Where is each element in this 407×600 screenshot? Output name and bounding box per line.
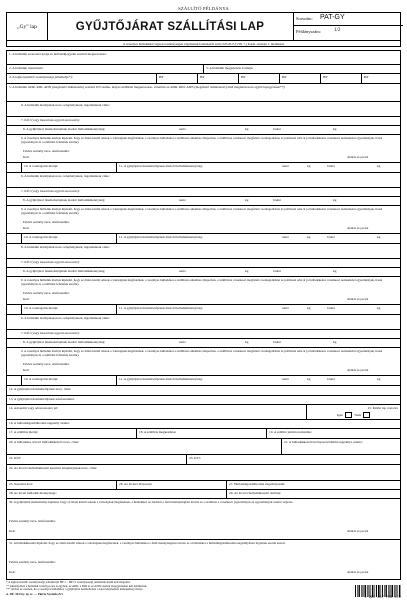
field-20[interactable]: 20. A hulladékot átvevő hulladékkezelő neve, címe: [7, 439, 282, 454]
block4-field-9: 9. A veszélyes hulladék átadója kijelenti, hogy az általa közölt adatok a valóságnak megfelelnek, a veszélyes hulladékot a szállításra alkalmas állapotban, a szállításra vonatkozó megfelelő csomagolásban és jelöléssel adta át (a hulladékokra vonatkozó nemzetközi egyezmények, hazai jogszabályok és a szállítási feltételek szerint). Felelős személy neve, telefonszáma: Kelt: Aláírás és pecsét [7, 348, 400, 376]
legal-note: A veszélyes hulladékkal végzett tevékenységek végzésének feltételeiről szóló 225/2015 (VIII. 7.) Korm. rendelet 1. melléklete [6, 41, 401, 47]
block1-field-6[interactable]: 6. A hulladék átadójának neve, telephelyének, ingatlanának címe: [7, 102, 400, 117]
form-header [6, 12, 401, 41]
field-3[interactable]: 3. A hulladék megjelenési formája: [206, 66, 254, 70]
form-title: GYŰJTŐJÁRAT SZÁLLÍTÁSI LAP [75, 20, 265, 33]
field-1[interactable]: 1. A hulladék azonosító kódja és hulladékjegyzék szerinti megnevezése: [7, 51, 400, 65]
field-25-27 [7, 481, 400, 490]
field-22-23 [7, 455, 400, 465]
block1-field-7[interactable]: 7. KÜJ (vagy hasonlóan egyedi azonosító): [7, 117, 400, 126]
block2-field-8: 8. A gyűjtőjárat üzemeltetőjének átadott hulladékmennyiség: nettó kg bruttó kg [7, 197, 400, 206]
field-19[interactable]: 19. A szállító jármű rendszáma: [269, 430, 312, 434]
field-18[interactable]: 18. A szállítás megkezdése: [137, 429, 267, 438]
field-13[interactable]: 13. A gyűjtőjárat üzemeltetőjének telefonszáma: [7, 396, 400, 405]
field-26[interactable]: 26. Az átvétel időpontja: [117, 481, 227, 489]
block1-field-8: 8. A gyűjtőjárat üzemeltetőjének átadott hulladékmennyiség: nettó kg bruttó kg [7, 126, 400, 135]
field-14-15 [7, 405, 400, 420]
field-5[interactable]: 5. A hulladék ADR, RID, ADN (megfelelő aláhúzandó) szerinti UN száma, helyes szállítási megnevezése, valamint az ADR, RID, ADN (megfelelő aláhúzandó) által meghatározott egyéb bejegyzések**): [7, 84, 400, 102]
field-23[interactable]: 23. KTJ: [189, 456, 201, 460]
block1-field-9: 9. A veszélyes hulladék átadója kijelenti, hogy az általa közölt adatok a valóságnak megfelelnek, a veszélyes hulladékot a szállításra alkalmas állapotban, a szállításra vonatkozó megfelelő csomagolásban és jelöléssel adta át (a hulladékokra vonatkozó nemzetközi egyezmények, hazai jogszabályok és a szállítási feltételek szerint). Felelős személy neve, telefonszáma: Kelt: Aláírás és pecsét [7, 135, 400, 163]
field-12[interactable]: 12. A gyűjtőjárat üzemeltetőjének neve, címe: [7, 386, 400, 396]
serial-box [293, 13, 403, 40]
field-17[interactable]: 17. A szállítás módja: [7, 429, 137, 438]
field-17-19 [7, 429, 400, 439]
block4-field-6[interactable]: 6. A hulladék átadójának neve, telephelyének, ingatlanának címe: [7, 315, 400, 330]
footnotes: * A legkorszerűbb veszélyességi jellemzőjét HP 1 – HP 15 veszélyességi jellemzők közül kell megadni. ** Amennyiben a hulladék veszélyes áru is egyben, az ADR, a RID és az ADN szerinti bejegyzéseket kell feltüntetni. *** Abban az esetben, ha a veszélyes hulladékot a gyűjtőjárat üzemeltetője a saját telephelyén átmenetileg tárolja. A. DE. 501/Gy. új. n.: — Pátria Nyomda Zrt. [6, 581, 401, 596]
serial-value[interactable]: PAT-GY [320, 14, 345, 21]
block4-field-7[interactable]: 7. KÜJ (vagy hasonlóan egyedi azonosító): [7, 330, 400, 339]
block4-field-8: 8. A gyűjtőjárat üzemeltetőjének átadott hulladékmennyiség: nettó kg bruttó kg [7, 339, 400, 348]
field-14[interactable]: 14. Adószám vagy adóazonosító jel: [7, 405, 307, 419]
field-28[interactable]: 28. Az átvett hulladék mennyisége: [7, 490, 227, 498]
block2-field-7[interactable]: 7. KÜJ (vagy hasonlóan egyedi azonosító): [7, 188, 400, 197]
hp-5[interactable]: HP [321, 74, 362, 83]
field-25[interactable]: 25. Kezelési kód: [7, 481, 117, 489]
copy-count-value: 1/2 [334, 28, 341, 33]
field-4 [7, 74, 400, 84]
field-27[interactable]: 27. Hulladékgazdálkodási engedélyszám: [229, 482, 286, 486]
field-28-29 [7, 490, 400, 499]
block2-field-6[interactable]: 6. A hulladék átadójának neve, telephelyének, ingatlanának címe: [7, 173, 400, 188]
block1-field-10-11: 10. A csomagolás módja: 11. A gyűjtőjárat üzemeltetőjének átadott hulladékmennyiség: nettó kg bruttó kg [7, 163, 400, 173]
field-2[interactable]: 2. A hulladék összetétele: [7, 65, 204, 73]
block3-field-7[interactable]: 7. KÜJ (vagy hasonlóan egyedi azonosító): [7, 259, 400, 268]
field-15: 15. Külön lap csatolva Igen Nem [336, 406, 398, 417]
copy-count-label: Példányszám: [296, 29, 321, 34]
form-code: A. DE. 501/Gy. új. n.: — Pátria Nyomda Zrt. [6, 591, 64, 596]
block3-field-10-11: 10. A csomagolás módja: 11. A gyűjtőjárat üzemeltetőjének átadott hulladékmennyiség: nettó kg bruttó kg [7, 305, 400, 315]
field-29[interactable]: 29. Az átvevő hulladékkezelő aláírása: [229, 491, 282, 495]
attachment-yes-checkbox[interactable] [345, 412, 352, 418]
barcode-number: 5 990 287 728 472 [364, 596, 401, 600]
hp-2[interactable]: HP [198, 74, 239, 83]
block3-field-6[interactable]: 6. A hulladék átadójának neve, telephelyének, ingatlanának címe: [7, 244, 400, 259]
field-31: 31. A hulladékkezelő kijelenti, hogy az általa közölt adatok a valóságnak megfelelnek, a veszélyes hulladékot a fenti mennyiségben átvette és a hulladékot a hulladékgazdálkodási engedélyében foglaltak szerint kezeli. Felelős személy neve, telefonszáma: Kelt: Aláírás és pecsét [9, 541, 369, 574]
hp-4[interactable]: HP [280, 74, 321, 83]
lap-label: „Gy” lap [7, 13, 48, 40]
hp-1[interactable]: HP [157, 74, 198, 83]
block3-field-9: 9. A veszélyes hulladék átadója kijelenti, hogy az általa közölt adatok a valóságnak megfelelnek, a veszélyes hulladékot a szállításra alkalmas állapotban, a szállításra vonatkozó megfelelő csomagolásban és jelöléssel adta át (a hulladékokra vonatkozó nemzetközi egyezmények, hazai jogszabályok és a szállítási feltételek szerint). Felelős személy neve, telefonszáma: Kelt: Aláírás és pecsét [7, 277, 400, 305]
field-16[interactable]: 16. A hulladékgazdálkodási engedély száma: [7, 420, 400, 429]
field-22[interactable]: 22. KÜJ: [7, 455, 187, 464]
block2-field-10-11: 10. A csomagolás módja: 11. A gyűjtőjárat üzemeltetőjének átadott hulladékmennyiség: nettó kg bruttó kg [7, 234, 400, 244]
block2-field-9: 9. A veszélyes hulladék átadója kijelenti, hogy az általa közölt adatok a valóságnak megfelelnek, a veszélyes hulladékot a szállításra alkalmas állapotban, a szállításra vonatkozó megfelelő csomagolásban és jelöléssel adta át (a hulladékokra vonatkozó nemzetközi egyezmények, hazai jogszabályok és a szállítási feltételek szerint). Felelős személy neve, telefonszáma: Kelt: Aláírás és pecsét [7, 206, 400, 234]
field-2-3 [7, 65, 400, 74]
serial-label: Sorszám: [296, 16, 313, 21]
field-30: 30. A gyűjtőjárat üzemeltetője kijelenti, hogy az általa közölt adatok a valóságnak megfelelnek, a hulladékot az átadótól a fenti mennyiségben átvette és a szállítást a vonatkozó jogszabályok és egyezmények szerint végezte. Felelős személy neve, telefonszáma: Kelt: Aláírás és pecsét [7, 499, 400, 540]
field-21[interactable]: 21. A hulladékkezelő környezetvédelmi engedélye száma: [284, 440, 363, 444]
form-body [6, 50, 401, 580]
field-4-label: 4. A legkorszerűbb veszélyességi jellemzője*): [7, 74, 157, 83]
copy-label: SZÁLLÍTÓ PÉLDÁNYA [178, 6, 229, 11]
hp-6[interactable]: HP [364, 75, 369, 79]
hp-3[interactable]: HP [239, 74, 280, 83]
attachment-no-checkbox[interactable] [363, 412, 370, 418]
block3-field-8: 8. A gyűjtőjárat üzemeltetőjének átadott hulladékmennyiség: nettó kg bruttó kg [7, 268, 400, 277]
field-20-21 [7, 439, 400, 455]
field-24[interactable]: 24. Az átvevő hulladékkezelő kezelési telephelyének neve, címe: [7, 465, 400, 481]
block4-field-10-11: 10. A csomagolás módja: 11. A gyűjtőjárat üzemeltetőjének átadott hulladékmennyiség: nettó kg bruttó kg [7, 376, 400, 386]
